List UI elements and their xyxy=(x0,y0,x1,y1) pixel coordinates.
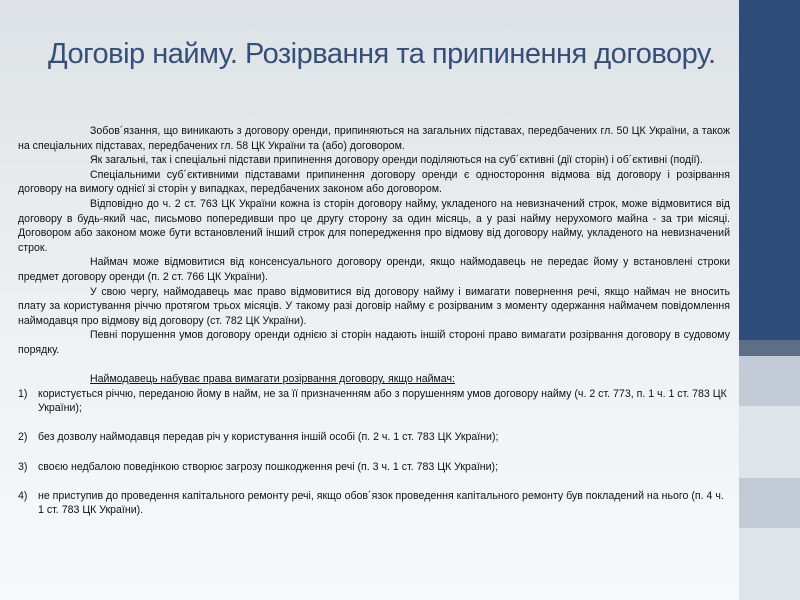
sidebar-band-mid xyxy=(739,340,800,356)
list-item-number: 1) xyxy=(18,387,28,400)
body-paragraph: Як загальні, так і спеціальні підстави припинення договору оренди поділяються на суб´єктивні (дії сторін) і об´єктивні (події). xyxy=(90,154,703,167)
list-item-number: 3) xyxy=(18,460,28,473)
body-paragraph: Наймач може відмовитися від консенсуального договору оренди, якщо наймодавець не передає йому у встановлені строки предмет договору оренди (п. 2 ст. 766 ЦК України). xyxy=(18,256,730,283)
list-item-text: користується річчю, переданою йому в найм, не за її призначенням або з порушенням умов договору найму (ч. 2 ст. 773, п. 1 ч. 1 ст. 783 ЦК України); xyxy=(38,387,727,415)
sidebar-band-pale xyxy=(739,528,800,600)
list-item xyxy=(18,489,730,518)
list-item xyxy=(18,460,730,475)
list-item xyxy=(18,430,730,445)
paragraph-spacer xyxy=(18,358,730,373)
body-paragraph: У свою чергу, наймодавець має право відмовитися від договору найму і вимагати повернення речі, якщо наймач не вносить плату за користування річчю протягом трьох місяців. У такому разі договір найму є розірваним з моменту одержання наймачем повідомлення наймодавця про відмову від договору (ст. 782 ЦК України). xyxy=(18,285,730,327)
sidebar-band-dark xyxy=(739,0,800,340)
sidebar-band-pale xyxy=(739,406,800,478)
body-paragraph: Зобов´язання, що виникають з договору оренди, припиняються на загальних підставах, передбачених гл. 50 ЦК України, а також на спеціальних підставах, передбачених гл. 58 ЦК України та (або) договором. xyxy=(18,125,730,152)
slide-body xyxy=(18,124,730,518)
sidebar-band-light xyxy=(739,478,800,528)
list-item-text: своєю недбалою поведінкою створює загрозу пошкодження речі (п. 3 ч. 1 ст. 783 ЦК України); xyxy=(38,460,499,473)
list-item-number: 2) xyxy=(18,431,28,444)
grounds-list xyxy=(18,387,730,518)
sidebar-band-light xyxy=(739,356,800,406)
list-subheading: Наймодавець набуває права вимагати розірвання договору, якщо наймач: xyxy=(90,373,455,386)
body-paragraph: Спеціальними суб´єктивними підставами припинення договору оренди є одностороння відмова від договору і розірвання договору на вимогу однієї зі сторін у випадках, передбачених законом або договором. xyxy=(18,168,730,196)
body-paragraph: Певні порушення умов договору оренди однією зі сторін надають іншій стороні право вимагати розірвання договору в судовому порядку. xyxy=(18,329,730,356)
list-item-text: без дозволу наймодавця передав річ у користування іншій особі (п. 2 ч. 1 ст. 783 ЦК України); xyxy=(38,431,499,444)
body-paragraph: Відповідно до ч. 2 ст. 763 ЦК України кожна із сторін договору найму, укладеного на невизначений строк, може відмовитися від договору в будь-який час, письмово попередивши про це другу сторону за один місяць, а у разі найму нерухомого майна - за три місяці. Договором або законом може бути встановлений інший строк для попередження про відмову від договору найму, укладеного на невизначений строк. xyxy=(18,197,730,254)
slide-title: Договір найму. Розірвання та припинення договору. xyxy=(48,38,716,70)
list-item-text: не приступив до проведення капітального ремонту речі, якщо обов´язок проведення капітального ремонту був покладений на нього (п. 4 ч. 1 ст. 783 ЦК України). xyxy=(38,489,724,517)
list-item xyxy=(18,387,730,416)
list-item-number: 4) xyxy=(18,489,28,502)
